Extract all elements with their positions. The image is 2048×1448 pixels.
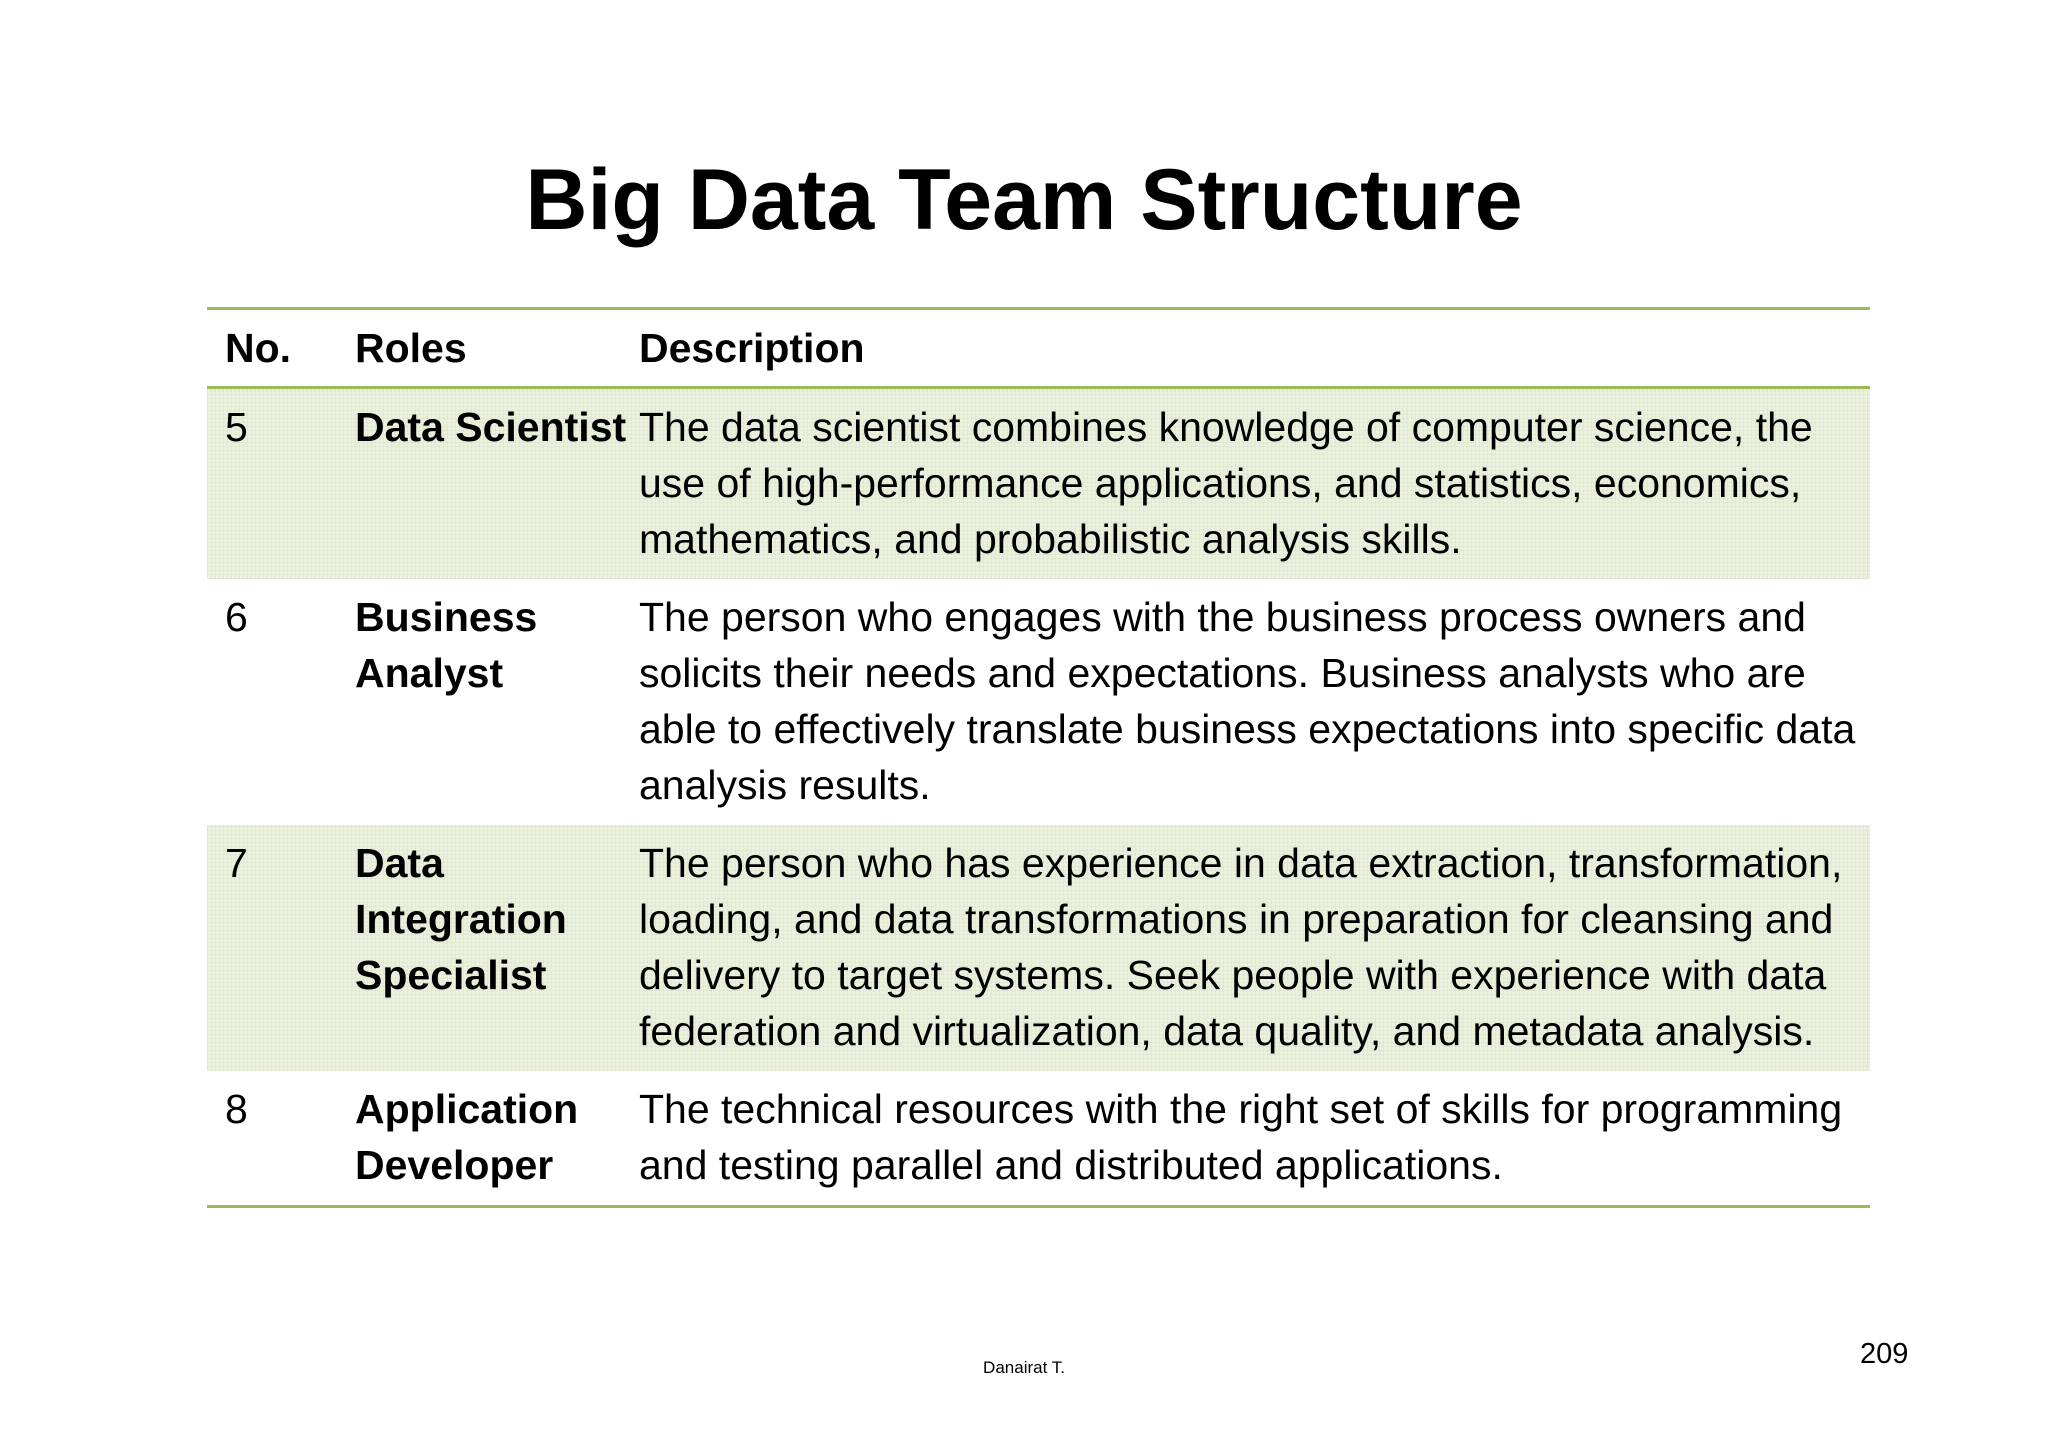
row-no: 5 bbox=[225, 404, 248, 450]
table-row bbox=[207, 389, 1870, 579]
row-role: Business Analyst bbox=[355, 594, 538, 696]
header-no: No. bbox=[225, 325, 292, 371]
row-no: 6 bbox=[225, 594, 248, 640]
header-roles: Roles bbox=[355, 325, 467, 371]
row-description: The technical resources with the right set of skills for programming and testing parallel and distributed applications. bbox=[639, 1086, 1843, 1188]
row-no: 8 bbox=[225, 1086, 248, 1132]
slide-title: Big Data Team Structure bbox=[525, 152, 1523, 248]
row-no: 7 bbox=[225, 840, 248, 886]
row-role: Application Developer bbox=[355, 1086, 579, 1188]
table-row bbox=[207, 579, 1870, 825]
table-header-row bbox=[207, 310, 1870, 389]
row-description: The person who engages with the business process owners and solicits their needs and expectations. Business analysts who are able to effectively translate business expectations into specific data analysis results. bbox=[639, 594, 1856, 808]
row-description: The person who has experience in data extraction, transformation, loading, and data transformations in preparation for cleansing and delivery to target systems. Seek people with experience with data federation and virtualization, data quality, and metadata analysis. bbox=[639, 840, 1843, 1054]
table-row bbox=[207, 1071, 1870, 1205]
table-row bbox=[207, 825, 1870, 1071]
slide-footer-author: Danairat T. bbox=[983, 1358, 1065, 1377]
row-description: The data scientist combines knowledge of computer science, the use of high-performance applications, and statistics, economics, mathematics, and probabilistic analysis skills. bbox=[639, 404, 1813, 562]
roles-table bbox=[207, 307, 1870, 1208]
row-role: Data Integration Specialist bbox=[355, 840, 567, 998]
row-role: Data Scientist bbox=[355, 404, 627, 450]
page-number: 209 bbox=[1860, 1338, 1909, 1370]
header-description: Description bbox=[639, 325, 865, 371]
